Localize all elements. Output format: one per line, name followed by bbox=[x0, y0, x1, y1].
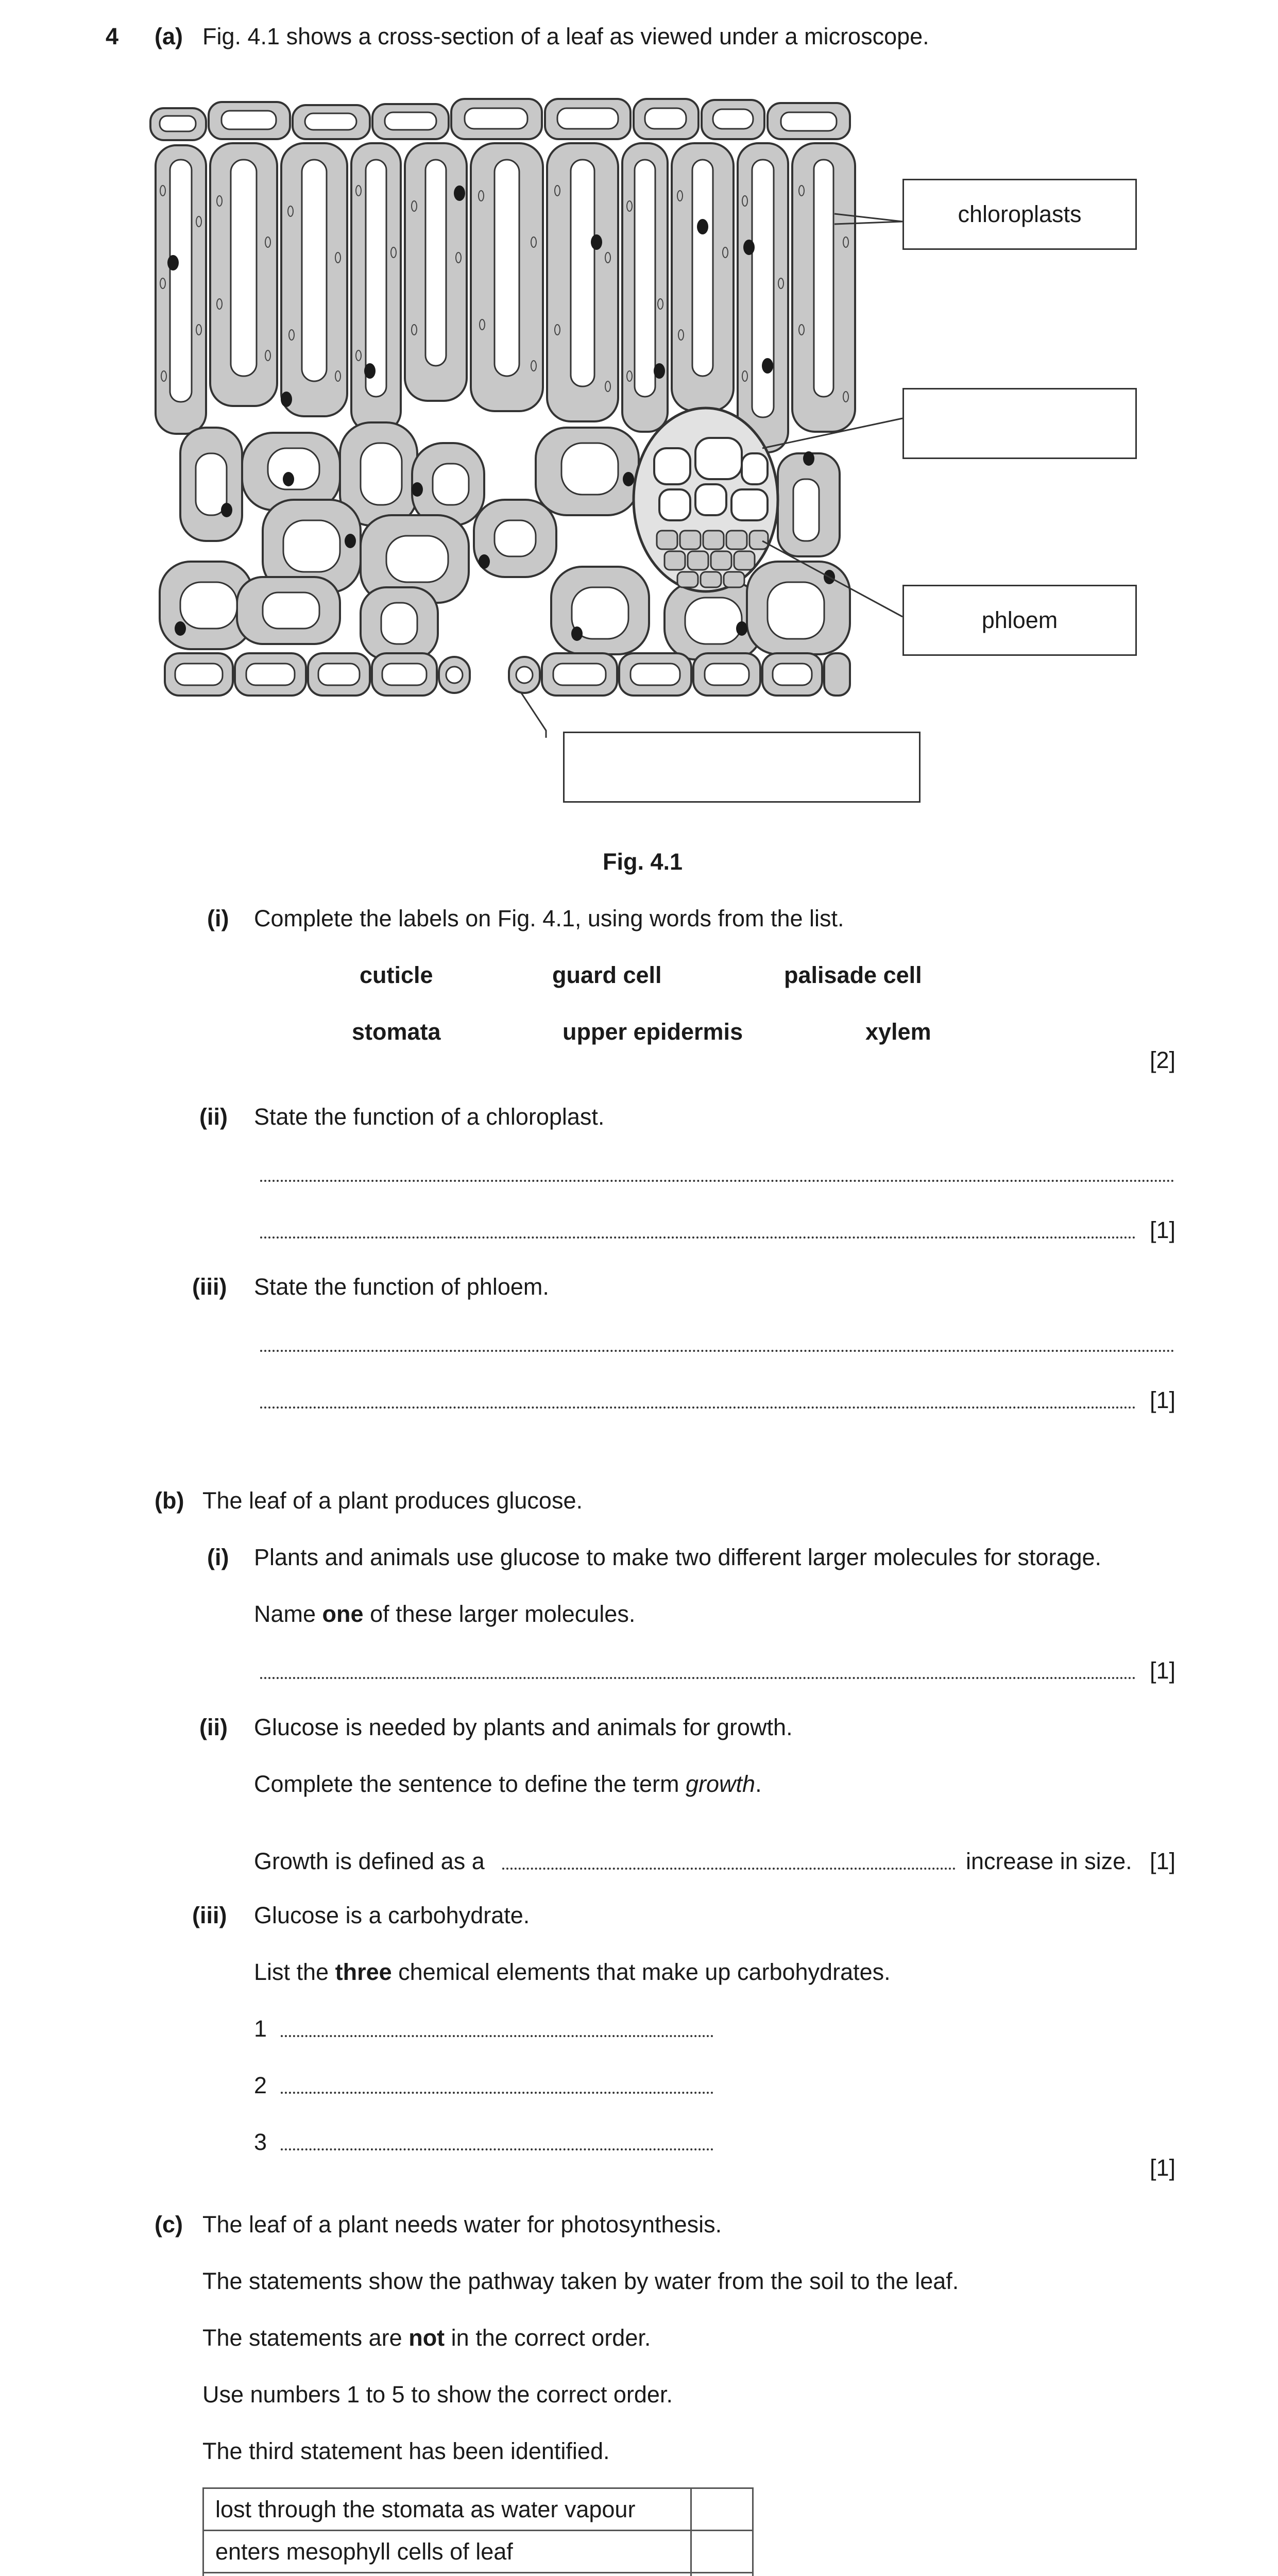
label-phloem: phloem bbox=[902, 585, 1137, 656]
word-option: guard cell bbox=[552, 962, 662, 988]
part-b-iii-text: Glucose is a carbohydrate. bbox=[254, 1902, 530, 1928]
word-option: stomata bbox=[352, 1019, 441, 1045]
statement-cell: enters mesophyll cells of leaf bbox=[203, 2531, 691, 2573]
answer-line[interactable] bbox=[260, 1677, 1136, 1679]
part-a-ii-num: (ii) bbox=[199, 1104, 228, 1130]
table-row bbox=[203, 2488, 753, 2531]
part-b-intro: The leaf of a plant produces glucose. bbox=[202, 1487, 583, 1514]
statement-cell bbox=[203, 2573, 691, 2576]
answer-line[interactable] bbox=[260, 1350, 1174, 1352]
element-number: 2 bbox=[254, 2072, 267, 2098]
part-b-ii-prompt: Complete the sentence to define the term growth. bbox=[254, 1771, 762, 1797]
answer-line[interactable] bbox=[260, 1180, 1174, 1182]
marks: [1] bbox=[1150, 1657, 1176, 1684]
label-chloroplasts: chloroplasts bbox=[902, 179, 1137, 250]
question-number: 4 bbox=[106, 23, 119, 49]
part-a-i-num: (i) bbox=[207, 905, 229, 931]
part-c-statement: Use numbers 1 to 5 to show the correct order. bbox=[202, 2381, 673, 2408]
order-number-cell[interactable] bbox=[691, 2531, 753, 2573]
label-blank-bottom[interactable] bbox=[563, 732, 921, 803]
part-b-ii-text: Glucose is needed by plants and animals for growth. bbox=[254, 1714, 793, 1740]
marks: [1] bbox=[1150, 1387, 1176, 1413]
word-option: xylem bbox=[865, 1019, 931, 1045]
part-c-statement: The statements are not in the correct order. bbox=[202, 2325, 651, 2351]
part-b-ii-num: (ii) bbox=[199, 1714, 228, 1740]
marks: [1] bbox=[1150, 1217, 1176, 1243]
table-row bbox=[203, 2531, 753, 2573]
table-row bbox=[203, 2573, 753, 2576]
part-a-iii-num: (iii) bbox=[192, 1274, 227, 1300]
word-option: cuticle bbox=[360, 962, 433, 988]
marks: [1] bbox=[1150, 2155, 1176, 2181]
order-table bbox=[202, 2487, 754, 2576]
part-c-label: (c) bbox=[155, 2211, 183, 2238]
part-b-iii-num: (iii) bbox=[192, 1902, 227, 1928]
answer-line[interactable] bbox=[260, 1236, 1136, 1239]
statement-cell: lost through the stomata as water vapour bbox=[203, 2488, 691, 2531]
part-c-statement: The statements show the pathway taken by water from the soil to the leaf. bbox=[202, 2268, 959, 2294]
part-a-intro: Fig. 4.1 shows a cross-section of a leaf as viewed under a microscope. bbox=[202, 23, 929, 49]
part-b-iii-prompt: List the three chemical elements that make up carbohydrates. bbox=[254, 1959, 891, 1985]
part-a-i-text: Complete the labels on Fig. 4.1, using words from the list. bbox=[254, 905, 844, 931]
element-number: 1 bbox=[254, 2015, 267, 2042]
part-b-i-prompt: Name one of these larger molecules. bbox=[254, 1601, 636, 1627]
part-a-ii-text: State the function of a chloroplast. bbox=[254, 1104, 605, 1130]
element-number: 3 bbox=[254, 2129, 267, 2155]
growth-sentence-start: Growth is defined as a bbox=[254, 1848, 485, 1874]
order-number-cell[interactable] bbox=[691, 2488, 753, 2531]
part-a-iii-text: State the function of phloem. bbox=[254, 1274, 549, 1300]
part-c-statement: The third statement has been identified. bbox=[202, 2438, 610, 2464]
answer-line[interactable] bbox=[281, 2092, 713, 2094]
part-b-i-num: (i) bbox=[207, 1544, 229, 1570]
part-b-label: (b) bbox=[155, 1487, 184, 1514]
marks: [2] bbox=[1150, 1047, 1176, 1073]
answer-line[interactable] bbox=[281, 2148, 713, 2150]
growth-sentence-end: increase in size. bbox=[966, 1848, 1132, 1874]
part-c-intro: The leaf of a plant needs water for photosynthesis. bbox=[202, 2211, 722, 2238]
word-option: palisade cell bbox=[784, 962, 922, 988]
part-b-i-text: Plants and animals use glucose to make two different larger molecules for storage. bbox=[254, 1544, 1102, 1570]
answer-line[interactable] bbox=[281, 2035, 713, 2037]
order-number-cell[interactable] bbox=[691, 2573, 753, 2576]
growth-answer-line[interactable] bbox=[502, 1868, 956, 1870]
part-a-label: (a) bbox=[155, 23, 183, 49]
marks: [1] bbox=[1150, 1848, 1176, 1874]
label-blank-middle[interactable] bbox=[902, 388, 1137, 459]
word-option: upper epidermis bbox=[563, 1019, 743, 1045]
answer-line[interactable] bbox=[260, 1406, 1136, 1409]
figure-caption: Fig. 4.1 bbox=[603, 849, 683, 875]
